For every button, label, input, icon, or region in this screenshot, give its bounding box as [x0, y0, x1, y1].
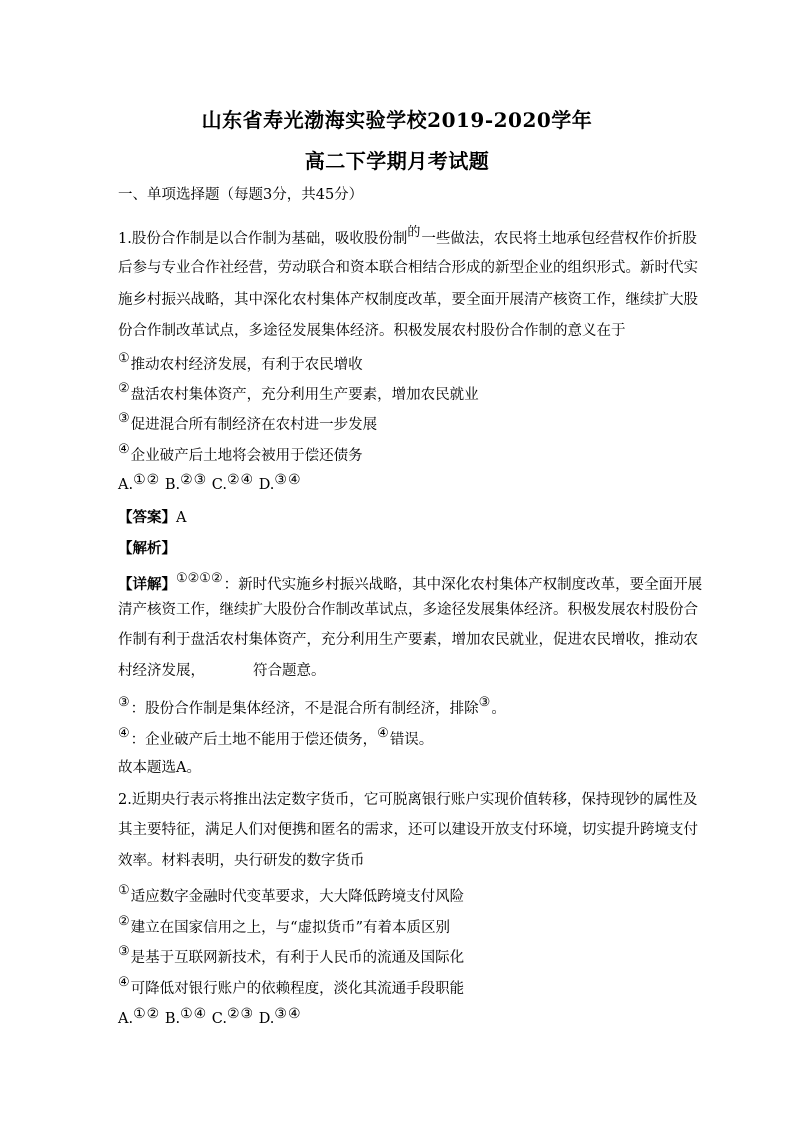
q1-answer: 【答案】A — [118, 509, 187, 526]
q1-conclusion: 故本题选A。 — [118, 760, 201, 776]
q1-detail-line: 村经济发展， 符合题意。 — [118, 663, 326, 679]
q1-choices: A.①② B.②③ C.②④ D.③④ — [118, 472, 302, 493]
q2-option-3: ③是基于互联网新技术，有利于人民币的流通及国际化 — [118, 944, 465, 966]
q2-stem-line: 2.近期央行表示将推出法定数字货币，它可脱离银行账户实现价值转移，保持现钞的属性及 — [118, 792, 698, 808]
section-heading: 一、单项选择题（每题3分，共45分） — [118, 187, 364, 203]
document-title: 山东省寿光渤海实验学校2019-2020学年 — [201, 108, 593, 132]
q2-choices: A.①② B.①④ C.②③ D.③④ — [118, 1006, 302, 1027]
q2-option-2: ②建立在国家信用之上，与“虚拟货币”有着本质区别 — [118, 914, 450, 936]
q1-stem-line: 施乡村振兴战略，其中深化农村集体产权制度改革，要全面开展清产核资工作，继续扩大股 — [118, 292, 698, 308]
q1-option-4: ④企业破产后土地将会被用于偿还债务 — [118, 442, 363, 464]
q1-option-2: ②盘活农村集体资产，充分利用生产要素，增加农民就业 — [118, 381, 479, 403]
q1-stem-line: 后参与专业合作社经营，劳动联合和资本联合相结合形成的新型企业的组织形式。新时代实 — [118, 260, 698, 276]
q1-explain-3: ③：股份合作制是集体经济，不是混合所有制经济，排除③。 — [118, 695, 506, 717]
q2-stem-line: 其主要特征，满足人们对便携和匿名的需求，还可以建设开放支付环境，切实提升跨境支付 — [118, 822, 698, 838]
q1-stem-line: 份合作制改革试点，多途径发展集体经济。积极发展农村股份合作制的意义在于 — [118, 323, 626, 339]
q2-option-4: ④可降低对银行账户的依赖程度，淡化其流通手段职能 — [118, 975, 465, 997]
q1-detail-line: 作制有利于盘活农村集体资产，充分利用生产要素，增加农民就业，促进农民增收，推动农 — [118, 632, 698, 648]
document-subtitle: 高二下学期月考试题 — [304, 149, 490, 173]
q1-explain-4: ④：企业破产后土地不能用于偿还债务，④错误。 — [118, 726, 434, 748]
q2-option-1: ①适应数字金融时代变革要求，大大降低跨境支付风险 — [118, 883, 465, 905]
q2-stem-line: 效率。材料表明，央行研发的数字货币 — [118, 853, 365, 869]
q1-option-3: ③促进混合所有制经济在农村进一步发展 — [118, 411, 378, 433]
q1-detail-line: 【详解】①②①②：新时代实施乡村振兴战略，其中深化农村集体产权制度改革，要全面开展 — [118, 571, 703, 593]
q1-option-1: ①推动农村经济发展，有利于农民增收 — [118, 351, 363, 373]
q1-analysis-label: 【解析】 — [118, 540, 176, 557]
q1-stem-line: 1.股份合作制是以合作制为基础，吸收股份制的一些做法，农民将土地承包经营权作价折股 — [118, 225, 697, 247]
q1-detail-line: 清产核资工作，继续扩大股份合作制改革试点，多途径发展集体经济。积极发展农村股份合 — [118, 602, 698, 618]
